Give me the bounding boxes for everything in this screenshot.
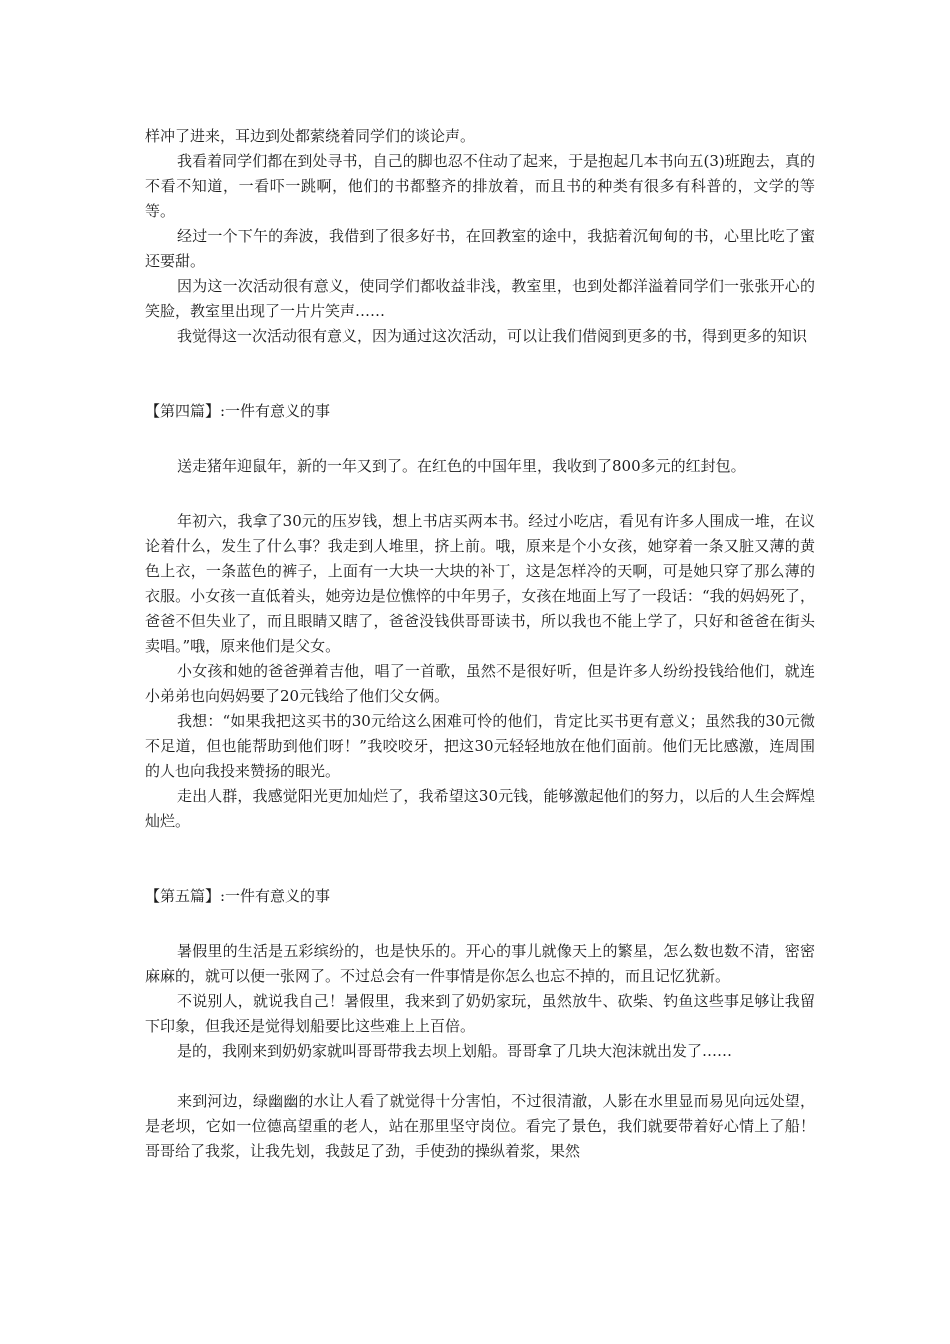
paragraph: 经过一个下午的奔波，我借到了很多好书，在回教室的途中，我掂着沉甸甸的书，心里比吃了蜜还要甜。 bbox=[145, 227, 815, 270]
paragraph: 是的，我刚来到奶奶家就叫哥哥带我去坝上划船。哥哥拿了几块大泡沫就出发了…… bbox=[177, 1042, 733, 1060]
paragraph: 小女孩和她的爸爸弹着吉他，唱了一首歌，虽然不是很好听，但是许多人纷纷投钱给他们，就连小弟弟也向妈妈要了20元钱给了他们父女俩。 bbox=[145, 662, 815, 705]
spacer bbox=[145, 424, 815, 454]
paragraph: 我想：“如果我把这买书的30元给这么困难可怜的他们，肯定比买书更有意义；虽然我的30元微不足道，但也能帮助到他们呀！”我咬咬牙，把这30元轻轻地放在他们面前。他们无比感激，连周围的人也向我投来赞扬的眼光。 bbox=[145, 712, 815, 780]
spacer bbox=[145, 909, 815, 939]
document-page bbox=[145, 124, 815, 1164]
paragraph: 走出人群，我感觉阳光更加灿烂了，我希望这30元钱，能够激起他们的努力，以后的人生会辉煌灿烂。 bbox=[145, 787, 815, 830]
spacer bbox=[145, 1064, 815, 1089]
spacer bbox=[145, 349, 815, 399]
paragraph: 因为这一次活动很有意义，使同学们都收益非浅，教室里，也到处都洋溢着同学们一张张开心的笑脸，教室里出现了一片片笑声…… bbox=[145, 277, 815, 320]
paragraph: 送走猪年迎鼠年，新的一年又到了。在红色的中国年里，我收到了800多元的红封包。 bbox=[177, 457, 746, 475]
paragraph: 样冲了进来，耳边到处都萦绕着同学们的谈论声。 bbox=[145, 127, 476, 145]
spacer bbox=[145, 479, 815, 509]
paragraph: 年初六，我拿了30元的压岁钱，想上书店买两本书。经过小吃店，看见有许多人围成一堆，在议论着什么，发生了什么事？我走到人堆里，挤上前。哦，原来是个小女孩，她穿着一条又脏又薄的黄色上衣，一条蓝色的裤子，上面有一大块一大块的补丁，这是怎样冷的天啊，可是她只穿了那么薄的衣服。小女孩一直低着头，她旁边是位憔悴的中年男子，女孩在地面上写了一段话：“我的妈妈死了，爸爸不但失业了，而且眼睛又瞎了，爸爸没钱供哥哥读书，所以我也不能上学了，只好和爸爸在街头卖唱。”哦，原来他们是父女。 bbox=[145, 512, 815, 655]
spacer bbox=[145, 834, 815, 884]
paragraph: 我看着同学们都在到处寻书，自己的脚也忍不住动了起来，于是抱起几本书向五(3)班跑去，真的不看不知道，一看吓一跳啊，他们的书都整齐的排放着，而且书的种类有很多有科普的，文学的等等。 bbox=[145, 152, 815, 220]
paragraph: 不说别人，就说我自己！暑假里，我来到了奶奶家玩，虽然放牛、砍柴、钓鱼这些事足够让我留下印象，但我还是觉得划船要比这些难上上百倍。 bbox=[145, 992, 815, 1035]
paragraph: 我觉得这一次活动很有意义，因为通过这次活动，可以让我们借阅到更多的书，得到更多的知识 bbox=[177, 327, 808, 345]
section-title-4: 【第四篇】:一件有意义的事 bbox=[145, 402, 331, 420]
paragraph: 来到河边，绿幽幽的水让人看了就觉得十分害怕，不过很清澈，人影在水里显而易见向远处望，是老坝，它如一位德高望重的老人，站在那里坚守岗位。看完了景色，我们就要带着好心情上了船！哥哥给了我浆，让我先划，我鼓足了劲，手使劲的操纵着浆，果然 bbox=[145, 1092, 815, 1160]
paragraph: 暑假里的生活是五彩缤纷的，也是快乐的。开心的事儿就像天上的繁星，怎么数也数不清，密密麻麻的，就可以便一张网了。不过总会有一件事情是你怎么也忘不掉的，而且记忆犹新。 bbox=[145, 942, 815, 985]
section-title-5: 【第五篇】:一件有意义的事 bbox=[145, 887, 331, 905]
